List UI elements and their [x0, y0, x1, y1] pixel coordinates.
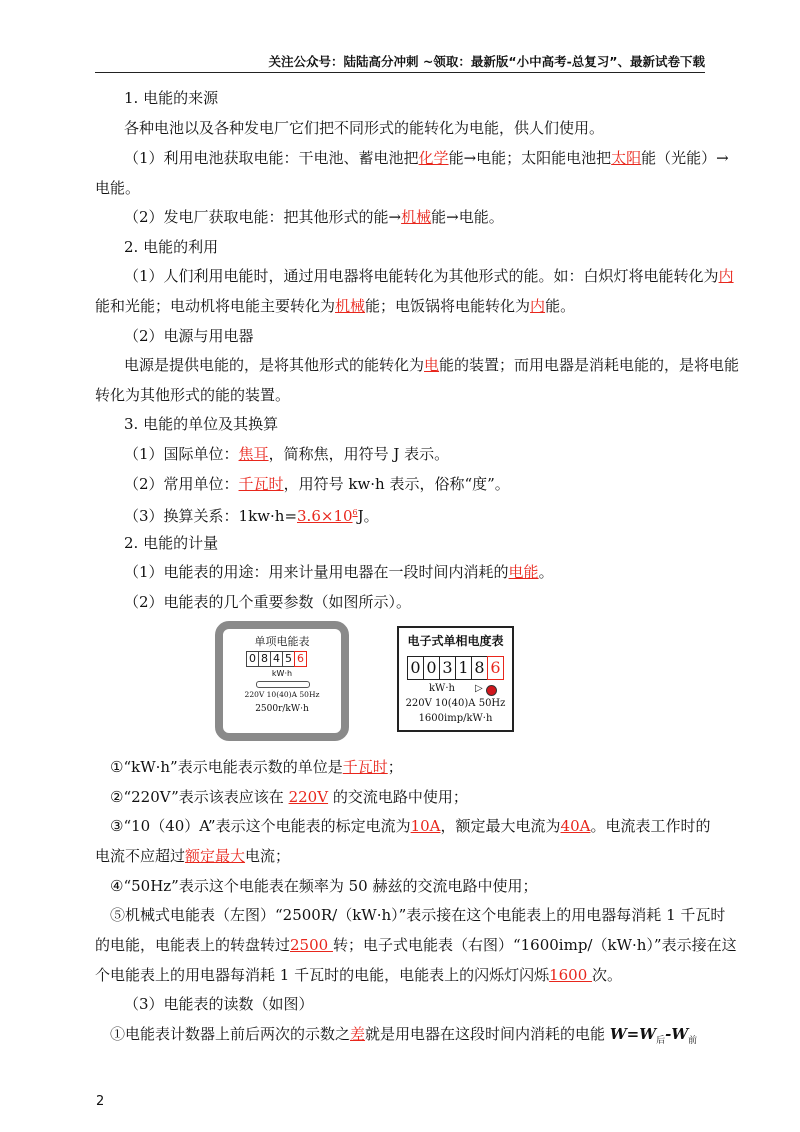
answer-40a: 40A [560, 817, 591, 835]
answer-10a: 10A [410, 817, 441, 835]
param-frequency: ④“50Hz”表示这个电能表在频率为 50 赫兹的交流电路中使用； [110, 877, 538, 895]
section-title-metering: 2. 电能的计量 [124, 534, 219, 552]
electronic-meter-figure [397, 626, 514, 732]
meter-left-title: 单项电能表 [254, 635, 310, 648]
meter-left-digits: 0 8 4 5 6 [246, 651, 306, 667]
paragraph-use-1-cont: 能和光能；电动机将电能主要转化为机械能；电饭锅将电能转化为内能。 [95, 297, 576, 315]
answer-difference: 差 [350, 1025, 366, 1043]
paragraph-battery-cont: 电能。 [95, 179, 141, 197]
paragraph-source-appliance: 电源是提供电能的，是将其他形式的能转化为电能的装置；而用电器是消耗电能的，是将电能 [124, 356, 740, 374]
page-header: 关注公众号：陆陆高分冲刺 ~领取：最新版“小中高考-总复习”、最新试卷下载 [95, 52, 705, 73]
answer-internal-2: 内 [530, 297, 546, 315]
paragraph-meter-params: （2）电能表的几个重要参数（如图所示）。 [124, 593, 412, 611]
param-constant-cont-2: 个电能表上的用电器每消耗 1 千瓦时的电能，电能表上的闪烁灯闪烁1600 次。 [95, 966, 623, 984]
answer-conversion: 3.6×10 [297, 507, 353, 525]
answer-chemical: 化学 [418, 149, 449, 167]
answer-mechanical: 机械 [401, 208, 432, 226]
param-kwh: ①“kW·h”表示电能表示数的单位是千瓦时； [110, 758, 403, 776]
answer-220v: 220V [288, 788, 329, 806]
paragraph-conversion: （3）换算关系：$1kw\cdot h=3.6\times 10^6J$。 [124, 507, 379, 525]
rotating-disk-icon [256, 681, 310, 688]
paragraph-source-intro: 各种电池以及各种发电厂它们把不同形式的能转化为电能，供人们使用。 [124, 119, 605, 137]
paragraph-meter-purpose: （1）电能表的用途：用来计量用电器在一段时间内消耗的电能。 [124, 563, 554, 581]
subtitle-reading: （3）电能表的读数（如图） [124, 995, 314, 1013]
answer-1600: 1600 [549, 966, 593, 984]
meter-right-unit: kW·h [429, 683, 455, 694]
page-number: 2 [96, 1094, 105, 1109]
paragraph-common-unit: （2）常用单位：千瓦时，用符号 kw·h 表示，俗称“度”。 [124, 475, 510, 493]
paragraph-si-unit: （1）国际单位：焦耳，简称焦，用符号 J 表示。 [124, 445, 450, 463]
mechanical-meter-figure [215, 621, 349, 741]
answer-electric: 电 [424, 356, 440, 374]
pulse-arrow-icon: ▷ [475, 683, 483, 694]
answer-internal-1: 内 [718, 267, 734, 285]
meter-right-digits: 0 0 3 1 8 6 [407, 656, 503, 680]
meter-right-constant: 1600imp/kW·h [418, 713, 493, 724]
paragraph-power-plant: （2）发电厂获取电能：把其他形式的能→机械能→电能。 [124, 208, 504, 226]
param-current-cont: 电流不应超过额定最大电流； [95, 847, 291, 865]
section-title-source: 1. 电能的来源 [124, 89, 219, 107]
param-voltage: ②“220V”表示该表应该在 220V 的交流电路中使用； [110, 788, 468, 806]
answer-kwh-2: 千瓦时 [342, 758, 388, 776]
answer-mechanical-2: 机械 [335, 297, 366, 315]
meter-left-unit: kW·h [271, 669, 293, 678]
answer-joule: 焦耳 [238, 445, 269, 463]
meter-right-title: 电子式单相电度表 [407, 634, 504, 648]
indicator-light-icon [486, 685, 497, 696]
section-title-unit: 3. 电能的单位及其换算 [124, 415, 279, 433]
param-constant-cont-1: 的电能，电能表上的转盘转过2500 转；电子式电能表（右图）“1600imp/（kW·h）”表示接在这 [95, 936, 737, 954]
answer-2500: 2500 [290, 936, 333, 954]
answer-kwh: 千瓦时 [238, 475, 284, 493]
param-current: ③“10（40）A”表示这个电能表的标定电流为10A，额定最大电流为40A。电流表工作时的 [110, 817, 711, 835]
answer-rated-max: 额定最大 [185, 847, 246, 865]
answer-solar: 太阳 [611, 149, 642, 167]
paragraph-source-appliance-cont: 转化为其他形式的能的装置。 [95, 386, 291, 404]
answer-energy: 电能 [508, 563, 539, 581]
paragraph-battery: （1）利用电池获取电能：干电池、蓄电池把化学能→电能；太阳能电池把太阳能（光能）→ [124, 149, 729, 167]
paragraph-reading: ①电能表计数器上前后两次的示数之差就是用电器在这段时间内消耗的电能 $W=W_后-W_前$ [110, 1025, 698, 1046]
param-constant: ⑤机械式电能表（左图）“2500R/（kW·h）”表示接在这个电能表上的用电器每消耗 1 千瓦时 [110, 906, 726, 924]
paragraph-use-1: （1）人们利用电能时，通过用电器将电能转化为其他形式的能。如：白炽灯将电能转化为内 [124, 267, 734, 285]
section-title-use: 2. 电能的利用 [124, 238, 219, 256]
subtitle-source-appliance: （2）电源与用电器 [124, 327, 254, 345]
meter-right-rating: 220V 10(40)A 50Hz [405, 698, 506, 709]
meter-left-constant: 2500r/kW·h [255, 704, 309, 714]
meter-left-rating: 220V 10(40)A 50Hz [244, 690, 320, 699]
